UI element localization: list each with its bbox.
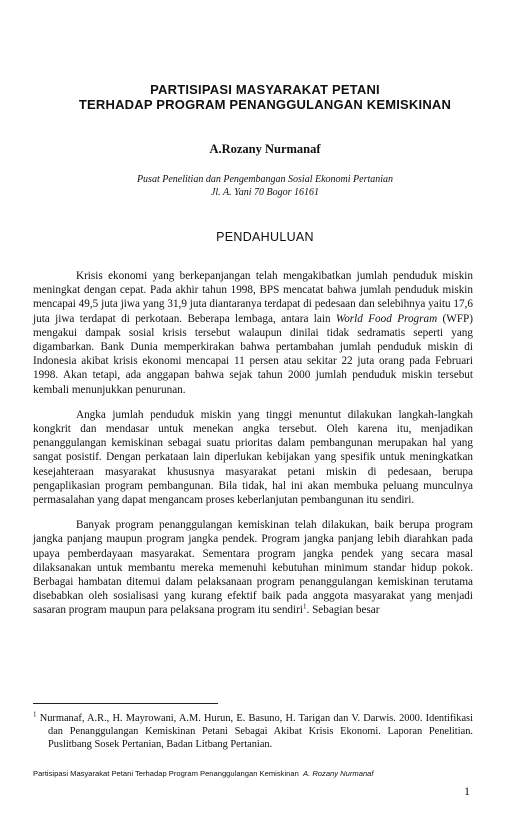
paragraph-3-text-b: . Sebagian besar [306,604,380,617]
footnote-1 [33,712,473,751]
paragraph-1-text-a: Krisis ekonomi yang berkepanjangan telah mengakibatkan jumlah penduduk miskin meningkat dengan cepat. Pada akhir tahun 1998, BPS mencatat bahwa jumlah penduduk miskin mencapai 49,5 juta jiwa yang 31,9 juta diantaranya terdapat di pedesaan dan selebihnya yaitu 17,6 juta jiwa terdapat di perkotaan. Beberapa lembaga, antara lain [33,270,473,325]
affiliation-line-2: Jl. A. Yani 70 Bogor 16161 [210,187,320,198]
paragraph-3 [33,518,473,617]
affiliation-line-1: Pusat Penelitian dan Pengembangan Sosial Ekonomi Pertanian [136,174,394,185]
footnote-ref-1[interactable]: 1 [302,602,307,611]
paper-title-line-1: PARTISIPASI MASYARAKAT PETANI [150,82,380,97]
paragraph-2: Angka jumlah penduduk miskin yang tinggi menuntut dilakukan langkah-langkah kongkrit dan mendasar untuk menekan angka tersebut. Oleh karena itu, menjadikan penanggulangan kemiskinan sebagai suatu prioritas dalam pembangunan merupakan hal yang sangat posistif. Dengan perkataan lain diperlukan kebijakan yang spesifik untuk meningkatkan kesejahteraan masyarakat khususnya masyarakat petani miskin di pedesaan, berupa pengaplikasian program pembangunan. Bila tidak, hal ini akan membuka peluang munculnya permasalahan yang dapat mengancam proses keberlanjutan pembangunan itu sendiri. [33,408,473,507]
running-footer-author: A. Rozany Nurmanaf [303,769,374,778]
page-number: 1 [464,784,470,798]
paper-title-line-2: TERHADAP PROGRAM PENANGGULANGAN KEMISKINAN [78,97,452,112]
footnote-text: Nurmanaf, A.R., H. Mayrowani, A.M. Hurun, E. Basuno, H. Tarigan dan V. Darwis. 2000. Identifikasi dan Penanggulangan Kemiskinan Petani Sebagai Akibat Krisis Ekonomi. Laporan Penelitian. Puslitbang Sosek Pertanian, Badan Litbang Pertanian. [39,713,473,750]
paragraph-1-emphasis: World Food Program [335,312,438,325]
running-footer-title: Partisipasi Masyarakat Petani Terhadap Program Penanggulangan Kemiskinan [33,769,299,778]
footnote-marker: 1 [33,710,37,719]
paragraph-1 [33,269,473,397]
section-heading: PENDAHULUAN [216,230,314,244]
paragraph-1-text-b: (WFP) mengakui dampak sosial krisis tersebut walaupun dinilai tidak sedramatis seperti yang digambarkan. Bank Dunia memperkirakan bahwa pertambahan jumlah penduduk miskin di Indonesia akibat krisis ekonomi mencapai 11 persen atau sekitar 22 juta orang pada Februari 1998. Akan tetapi, ada anggapan bahwa sejak tahun 2000 jumlah penduduk miskin tersebut kembali menunjukkan penurunan. [33,312,473,396]
body-text [33,269,473,618]
paragraph-3-text-a: Banyak program penanggulangan kemiskinan telah dilakukan, baik berupa program jangka panjang maupun program jangka pendek. Program jangka panjang lebih diarahkan pada upaya pemberdayaan masyarakat. Sementara program jangka pendek yang secara masal dilaksanakan untuk membantu mereka memenuhi kebutuhan minimum standar hidup pokok. Berbagai hambatan ditemui dalam pelaksanaan program penanggulangan kemiskinan terutama disebabkan oleh sosialisasi yang kurang efektif baik pada anggota masyarakat yang menjadi sasaran program maupun para pelaksana program itu sendiri [33,519,473,617]
running-footer [33,769,473,778]
footnote-divider [33,703,218,704]
author-name: A.Rozany Nurmanaf [209,142,321,156]
